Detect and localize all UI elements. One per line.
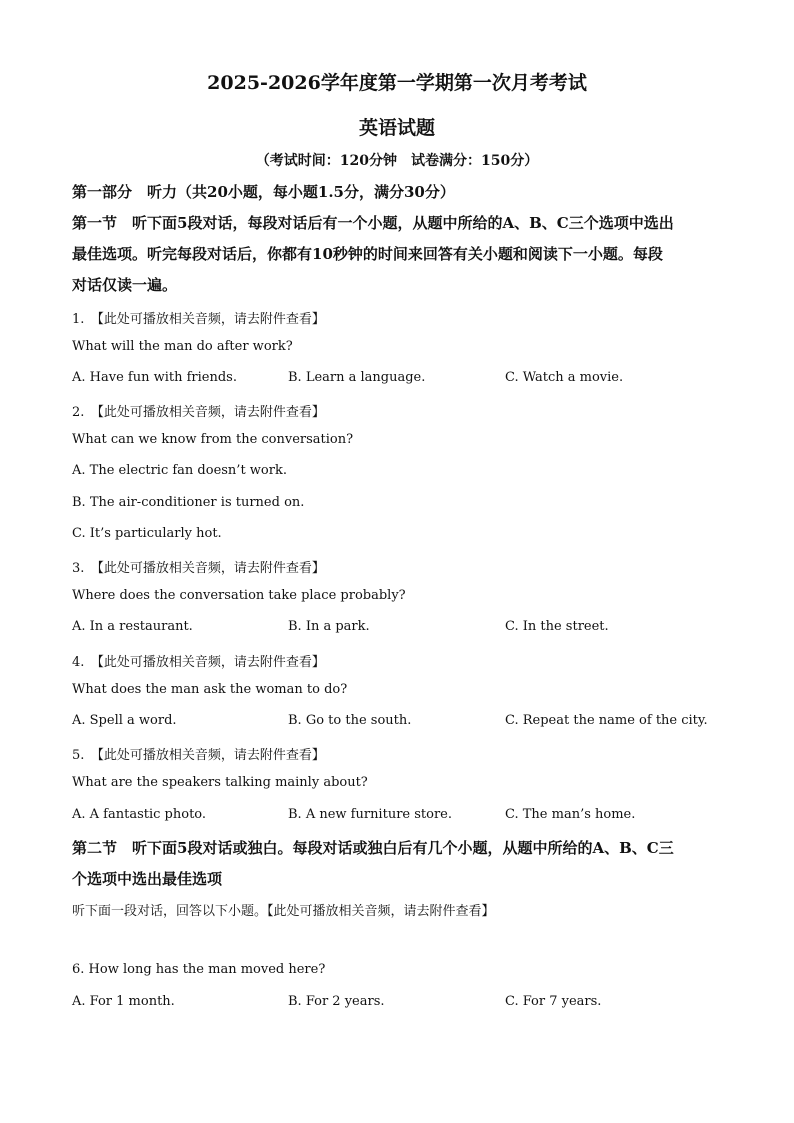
q5-audio-link[interactable]: 5. 【此处可播放相关音频，请去附件查看】: [72, 748, 325, 763]
q1-audio-link[interactable]: 1. 【此处可播放相关音频，请去附件查看】: [72, 312, 325, 327]
q2-option-a: A. The electric fan doesn’t work.: [72, 463, 287, 478]
section1-intro-line-2: 最佳选项。听完每段对话后，你都有10秒钟的时间来回答有关小题和阅读下一小题。每段: [72, 245, 663, 263]
q1-option-c: C. Watch a movie.: [505, 370, 624, 385]
q4-stem: What does the man ask the woman to do?: [72, 682, 348, 697]
section2-intro-line-1: 第二节 听下面5段对话或独白。每段对话或独白后有几个小题，从题中所给的A、B、C三: [72, 839, 674, 857]
subject-title: 英语试题: [358, 117, 435, 139]
q4-audio-link[interactable]: 4. 【此处可播放相关音频，请去附件查看】: [72, 655, 325, 670]
q1-option-b: B. Learn a language.: [288, 370, 426, 385]
part1-heading: 第一部分 听力（共20小题，每小题1.5分，满分30分）: [72, 183, 455, 201]
section1-intro-line-1: 第一节 听下面5段对话，每段对话后有一个小题，从题中所给的A、B、C三个选项中选出: [72, 214, 674, 232]
q6-stem: 6. How long has the man moved here?: [72, 962, 326, 977]
q5-option-b: B. A new furniture store.: [288, 807, 452, 822]
q2-audio-link[interactable]: 2. 【此处可播放相关音频，请去附件查看】: [72, 405, 325, 420]
q3-audio-link[interactable]: 3. 【此处可播放相关音频，请去附件查看】: [72, 561, 325, 576]
q6-option-b: B. For 2 years.: [288, 994, 385, 1009]
q5-option-a: A. A fantastic photo.: [72, 807, 207, 822]
q3-stem: Where does the conversation take place probably?: [72, 588, 406, 603]
q3-option-c: C. In the street.: [505, 619, 609, 634]
q2-option-c: C. It’s particularly hot.: [72, 526, 222, 541]
q3-option-b: B. In a park.: [288, 619, 370, 634]
q2-stem: What can we know from the conversation?: [72, 432, 354, 447]
q4-option-c: C. Repeat the name of the city.: [505, 713, 708, 728]
q5-option-c: C. The man’s home.: [505, 807, 636, 822]
q3-option-a: A. In a restaurant.: [72, 619, 193, 634]
q6-option-c: C. For 7 years.: [505, 994, 602, 1009]
q2-option-b: B. The air-conditioner is turned on.: [72, 495, 305, 510]
section1-intro-line-3: 对话仅读一遍。: [72, 276, 178, 294]
section2-intro-line-2: 个选项中选出最佳选项: [72, 870, 223, 888]
exam-info: （考试时间：120分钟 试卷满分：150分）: [255, 153, 539, 169]
q5-stem: What are the speakers talking mainly about?: [72, 775, 368, 790]
q6-option-a: A. For 1 month.: [72, 994, 175, 1009]
exam-title: 2025-2026学年度第一学期第一次月考考试: [207, 72, 587, 94]
q4-option-a: A. Spell a word.: [72, 713, 177, 728]
q1-stem: What will the man do after work?: [72, 339, 293, 354]
section2-instruction-audio-link[interactable]: 听下面一段对话，回答以下小题。【此处可播放相关音频，请去附件查看】: [72, 904, 495, 919]
q4-option-b: B. Go to the south.: [288, 713, 412, 728]
q1-option-a: A. Have fun with friends.: [72, 370, 237, 385]
